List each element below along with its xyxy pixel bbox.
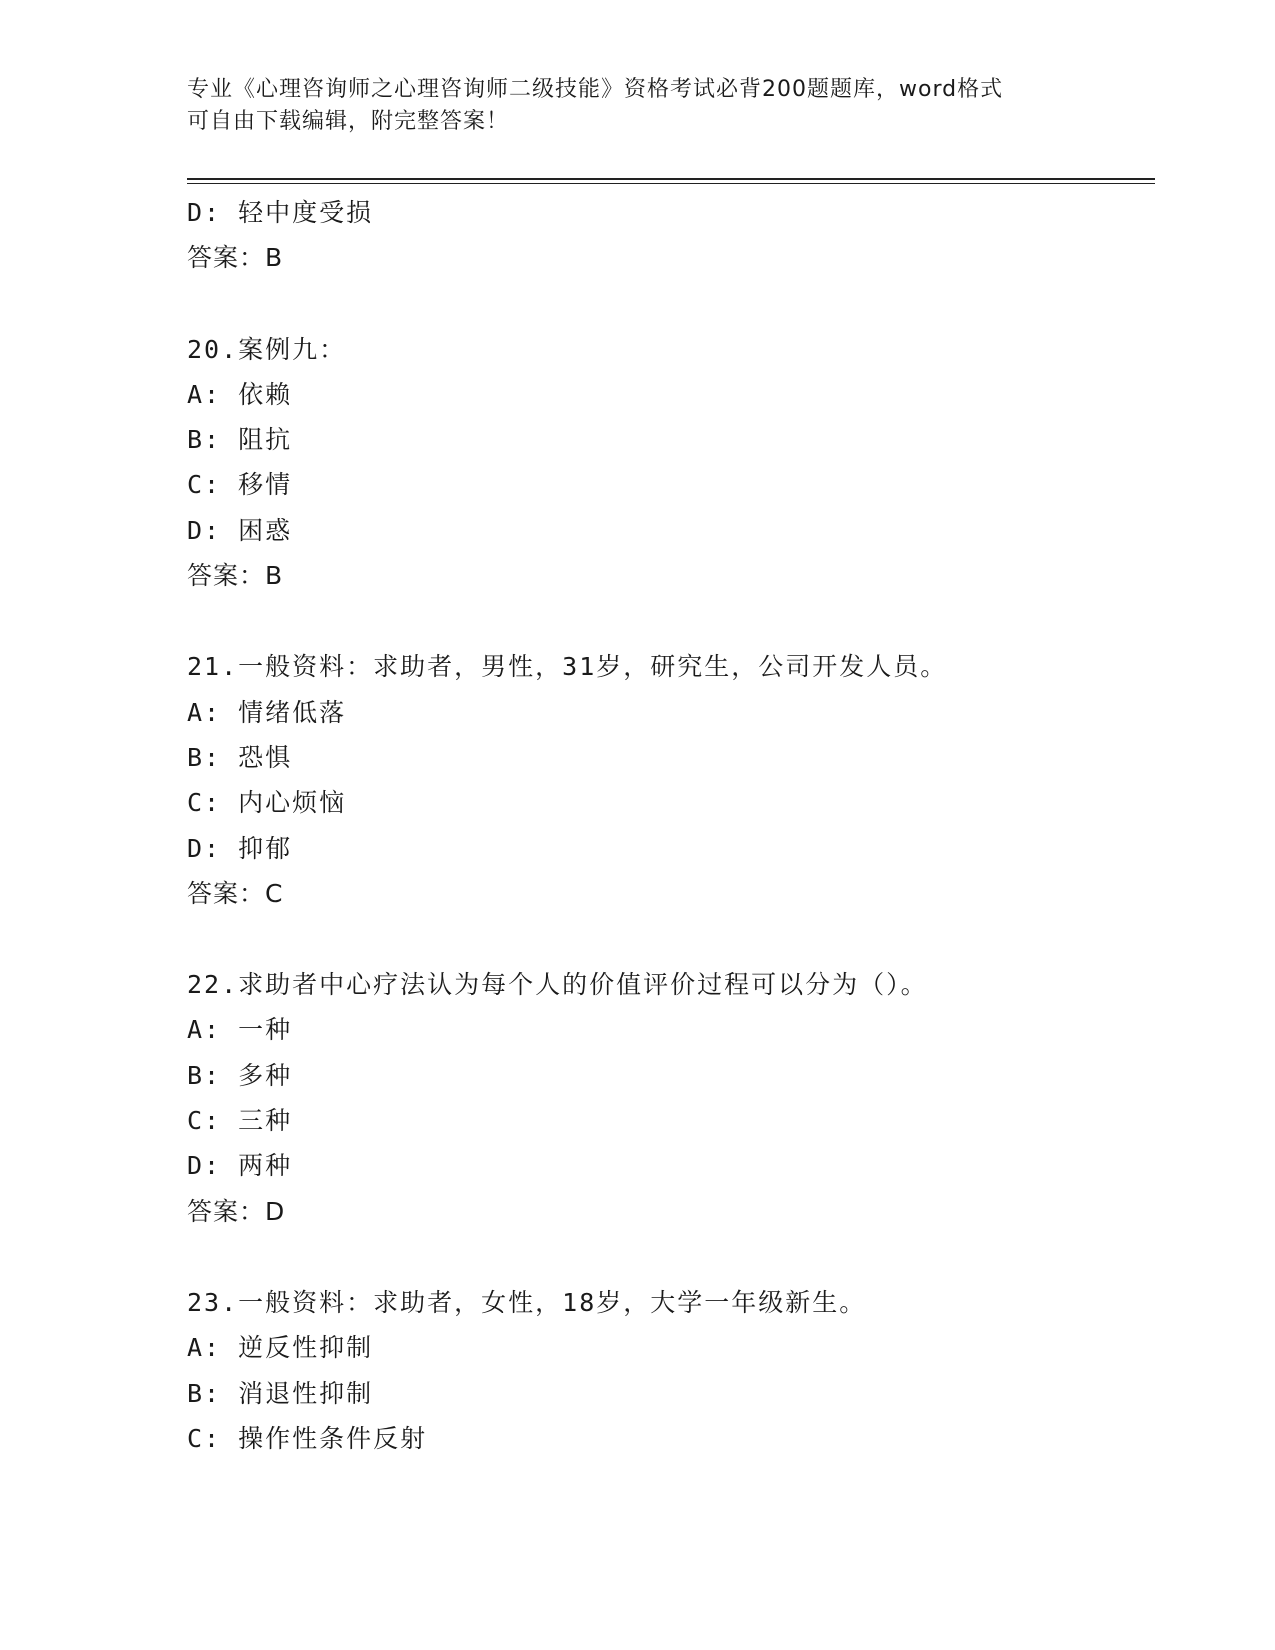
option-b: B: 多种 — [187, 1060, 293, 1090]
question-21 — [187, 644, 1155, 916]
answer: 答案：D — [187, 1196, 286, 1226]
question-20 — [187, 327, 1155, 599]
option-d: D: 两种 — [187, 1151, 293, 1181]
answer: 答案：B — [187, 243, 284, 273]
option-b: B: 消退性抑制 — [187, 1378, 374, 1408]
question-22 — [187, 962, 1155, 1234]
answer: 答案：B — [187, 561, 284, 591]
option-c: C: 内心烦恼 — [187, 788, 347, 818]
header-divider-thin — [187, 183, 1155, 184]
option-d: D: 困惑 — [187, 515, 293, 545]
header-line-1: 专业《心理咨询师之心理咨询师二级技能》资格考试必背200题题库，word格式 — [187, 77, 1004, 102]
option-a: A: 一种 — [187, 1015, 293, 1045]
question-stem: 22.求助者中心疗法认为每个人的价值评价过程可以分为（）。 — [187, 970, 928, 1000]
option-b: B: 阻抗 — [187, 425, 293, 455]
option-a: A: 依赖 — [187, 379, 293, 409]
question-23 — [187, 1280, 1155, 1461]
option-a: A: 情绪低落 — [187, 697, 347, 727]
header-line-2: 可自由下载编辑，附完整答案！ — [187, 109, 510, 134]
option-c: C: 三种 — [187, 1106, 293, 1136]
question-stem: 23.一般资料：求助者，女性，18岁，大学一年级新生。 — [187, 1287, 867, 1317]
question-stem: 21.一般资料：求助者，男性，31岁，研究生，公司开发人员。 — [187, 652, 948, 682]
option-d: D: 抑郁 — [187, 833, 293, 863]
header-divider-thick — [187, 178, 1155, 180]
document-header — [187, 74, 1087, 138]
option-c: C: 移情 — [187, 470, 293, 500]
option-b: B: 恐惧 — [187, 742, 293, 772]
spacer — [187, 281, 1155, 327]
answer: 答案：C — [187, 878, 284, 908]
question-stem: 20.案例九： — [187, 334, 347, 364]
option-d: D: 轻中度受损 — [187, 198, 374, 227]
spacer — [187, 1234, 1155, 1280]
question-19-continued — [187, 190, 1155, 281]
option-c: C: 操作性条件反射 — [187, 1423, 428, 1453]
question-list — [187, 190, 1155, 1461]
spacer — [187, 916, 1155, 962]
spacer — [187, 598, 1155, 644]
option-a: A: 逆反性抑制 — [187, 1333, 374, 1363]
